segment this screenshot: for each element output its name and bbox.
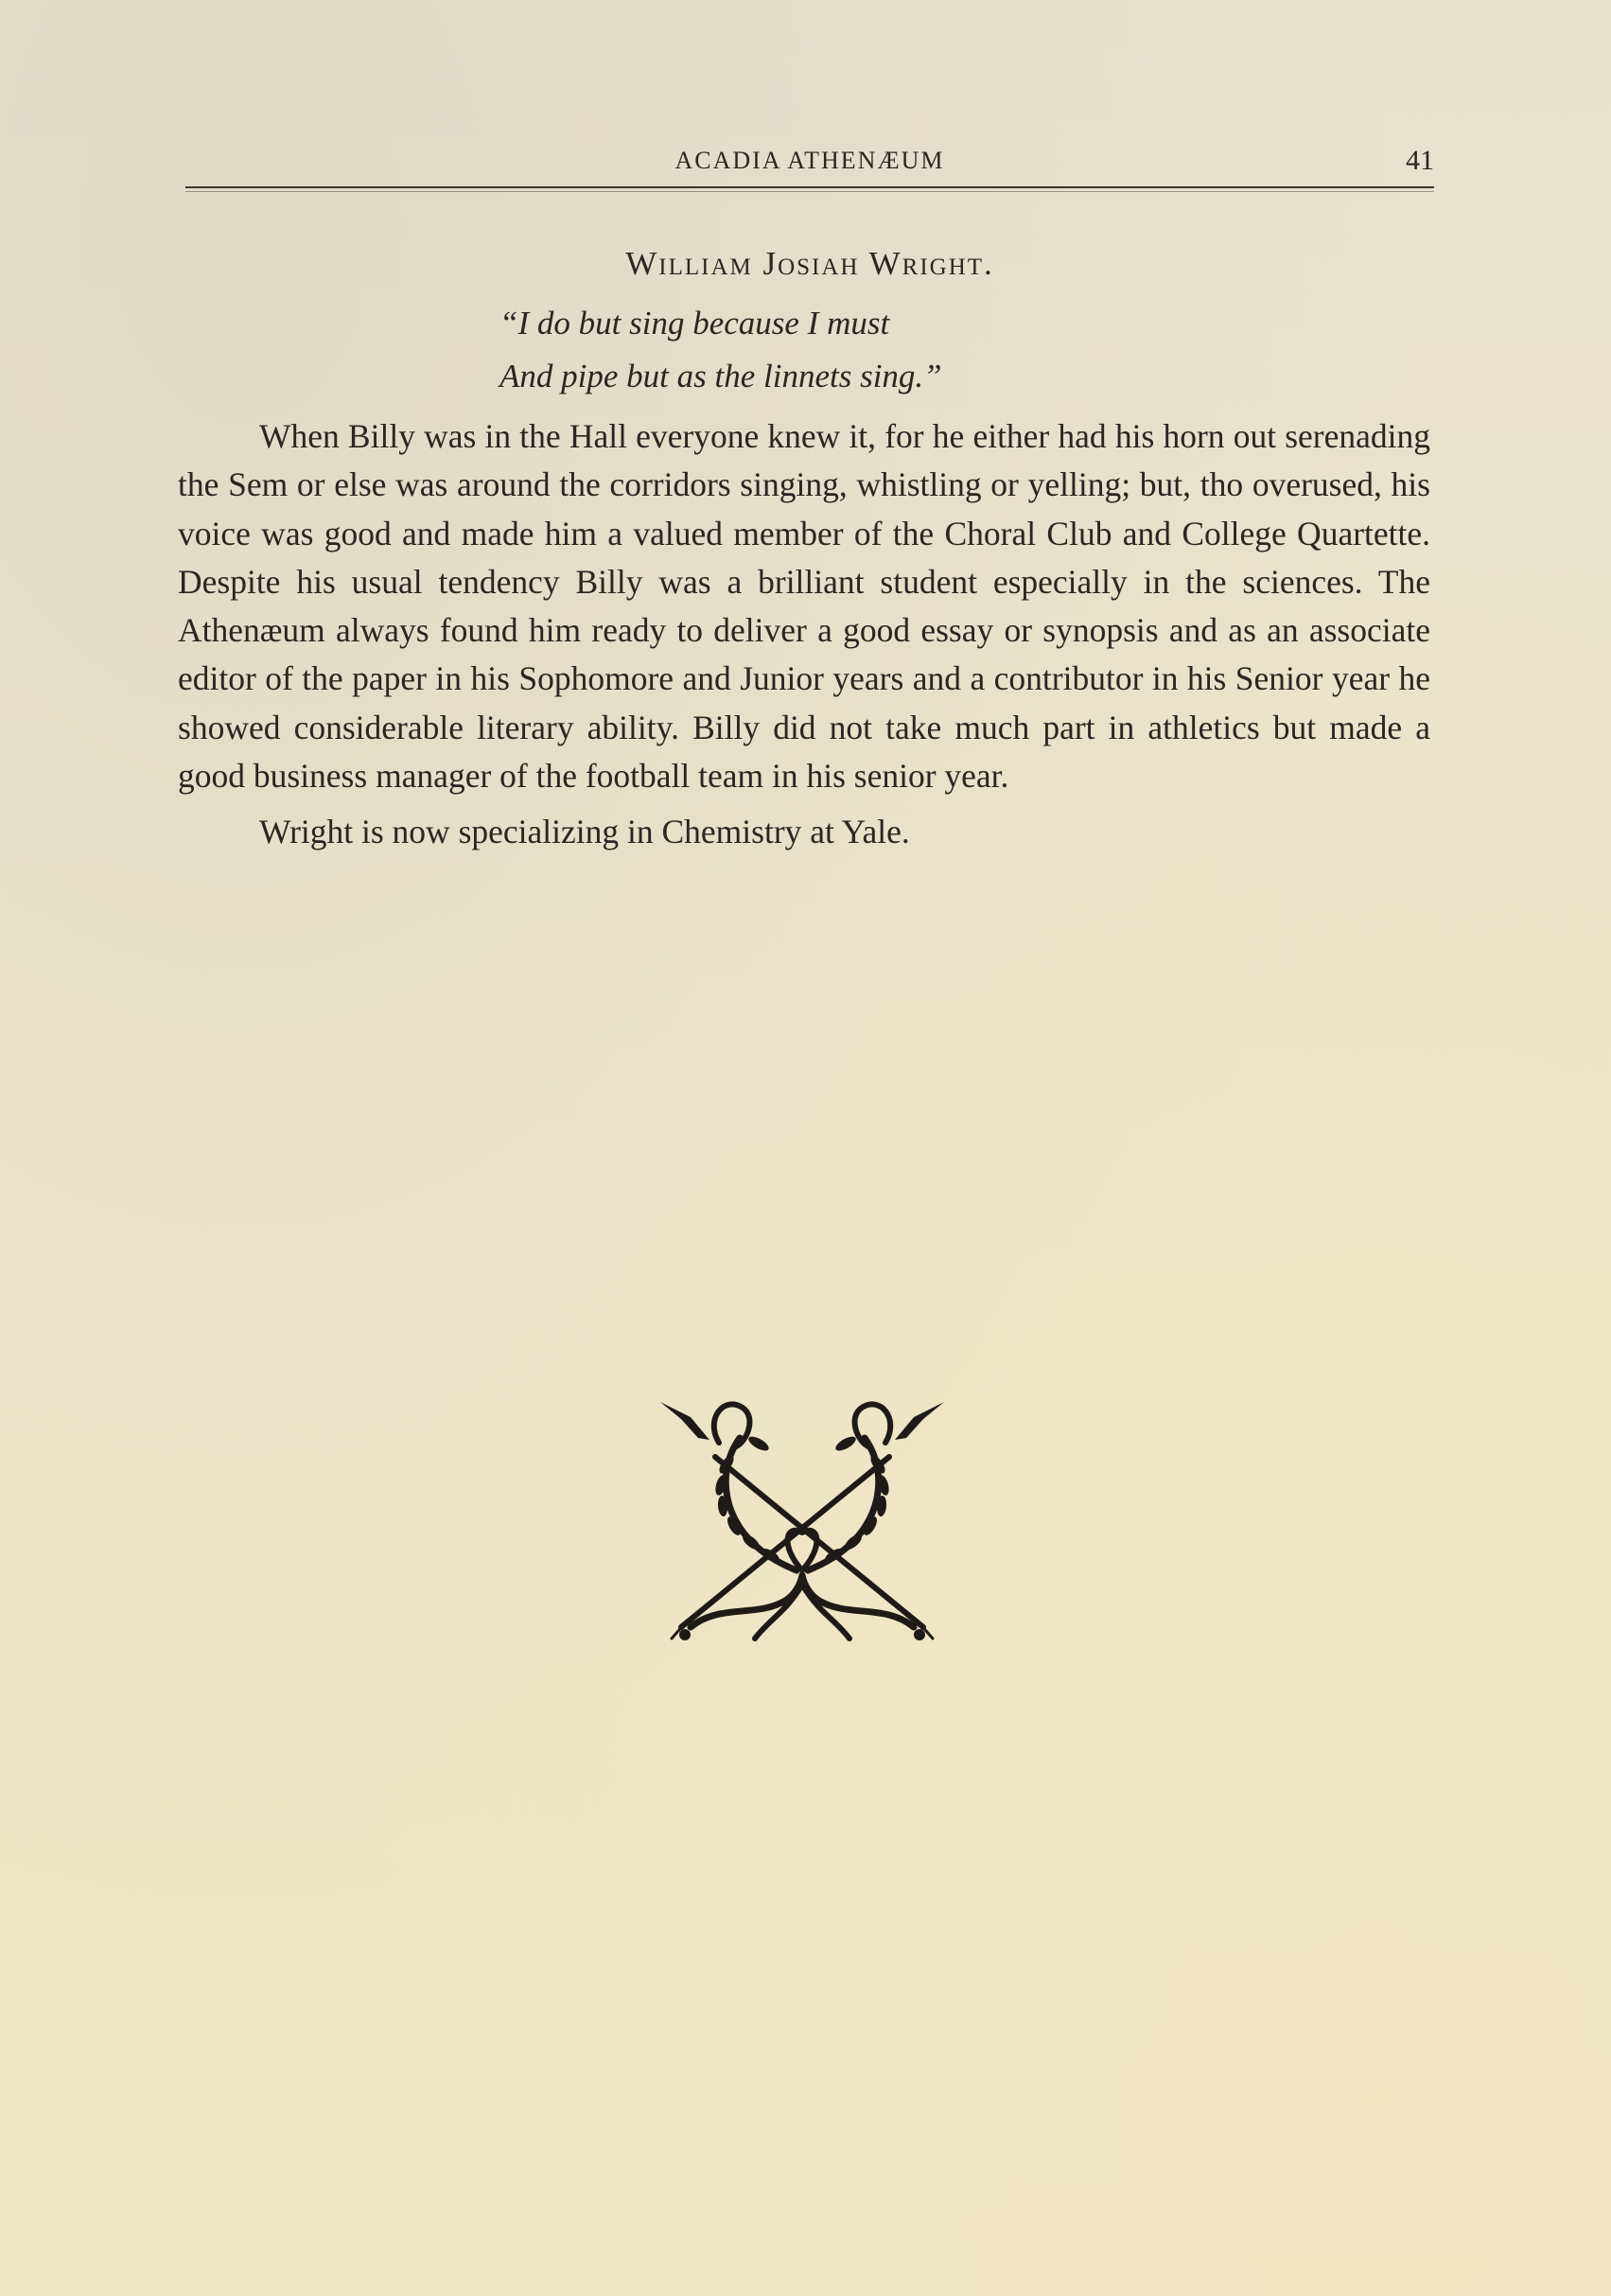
page-number: 41: [1406, 145, 1434, 176]
epigraph-line: “I do but sing because I must: [499, 305, 890, 342]
article-title: William Josiah Wright.: [625, 245, 994, 282]
header-rule: [185, 186, 1434, 188]
epigraph-line: And pipe but as the linnets sing.”: [499, 358, 942, 394]
article-body: [178, 412, 1430, 857]
epigraph: [499, 297, 1181, 403]
body-paragraph: When Billy was in the Hall everyone knew it, for he either had his horn out serenading the Sem or else was around the corridors singing, whistling or yelling; but, tho overused, his voice was good and made him a valued member of the Choral Club and College Quartette. Despite his usual tendency Billy was a brilliant student especially in the sciences. The Athenæum always found him ready to deliver a good essay or synopsis and as an associate editor of the paper in his Sophomore and Junior years and a contributor in his Senior year he showed considerable literary ability. Billy did not take much part in athletics but made a good business manager of the football team in his senior year.: [178, 417, 1430, 796]
page-header: [185, 140, 1434, 182]
body-paragraph: Wright is now specializing in Chemistry at Yale.: [259, 813, 910, 851]
running-title: ACADIA ATHENÆUM: [674, 147, 945, 174]
crossed-torches-wreath-ornament-icon: [653, 1391, 952, 1646]
header-rule-shadow: [185, 191, 1434, 192]
